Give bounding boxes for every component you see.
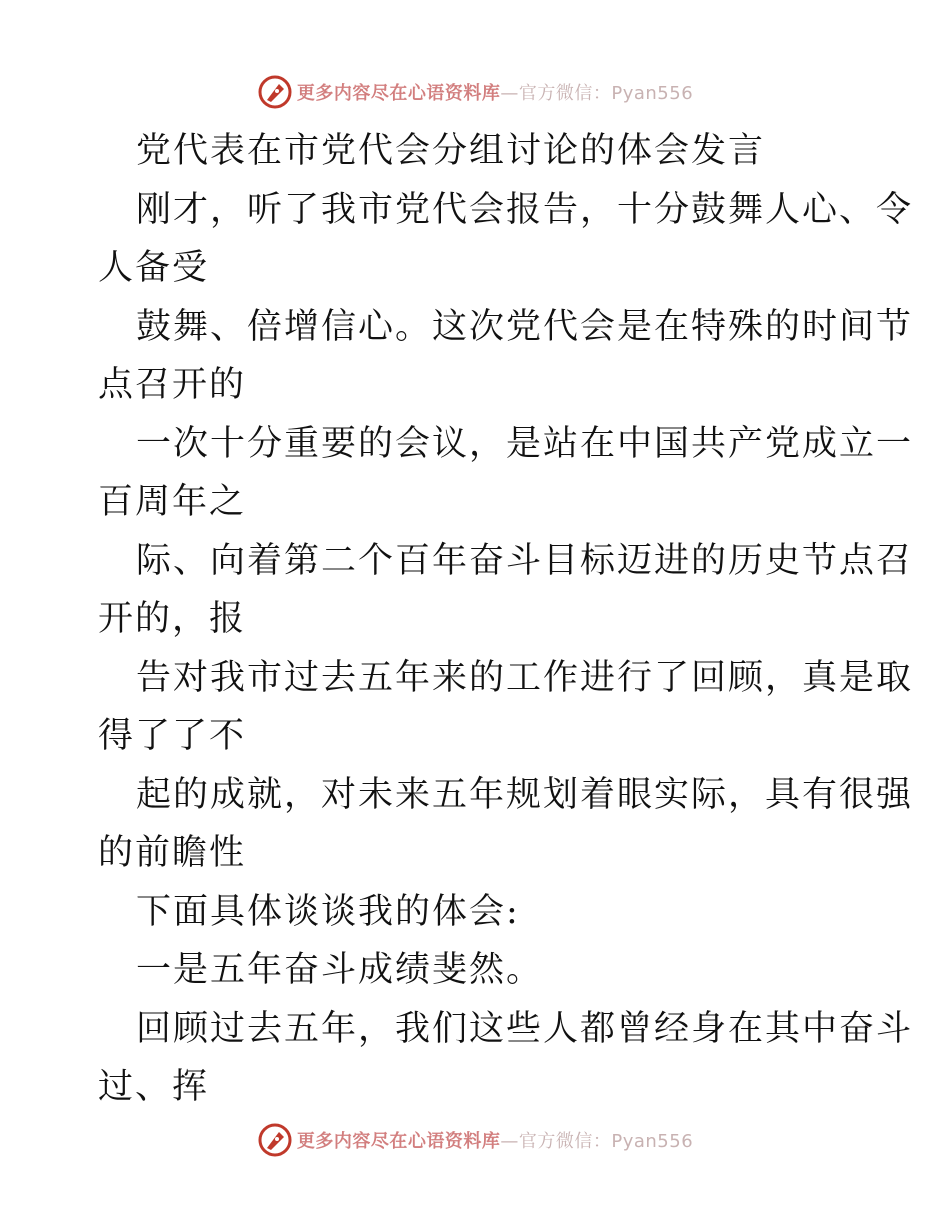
paragraph-line: 开的，报 <box>98 599 247 639</box>
paragraph-line: 际、向着第二个百年奋斗目标迈进的历史节点召 <box>136 540 914 581</box>
paragraph-line: 得了了不 <box>98 716 247 756</box>
paragraph-line: 的前瞻性 <box>98 833 247 873</box>
document-body <box>98 122 914 1117</box>
header-text-main: 更多内容尽在心语资料库 <box>296 83 501 104</box>
paragraph-line: 下面具体谈谈我的体会: <box>136 891 520 932</box>
pen-nib-logo-icon <box>257 74 293 110</box>
header-text-wechat: —官方微信：Pyan556 <box>500 83 694 104</box>
header-banner <box>0 70 950 114</box>
document-title: 党代表在市党代会分组讨论的体会发言 <box>136 131 766 171</box>
paragraph-line: 点召开的 <box>98 365 247 405</box>
paragraph-line: 百周年之 <box>98 482 247 522</box>
paragraph-line: 鼓舞、倍增信心。这次党代会是在特殊的时间节 <box>136 306 914 347</box>
paragraph-line: 人备受 <box>98 248 210 288</box>
paragraph-line: 回顾过去五年，我们这些人都曾经身在其中奋斗 <box>136 1008 914 1049</box>
footer-text-main: 更多内容尽在心语资料库 <box>296 1131 501 1152</box>
pen-nib-logo-icon <box>257 1122 293 1158</box>
footer-text-wechat: —官方微信：Pyan556 <box>500 1131 694 1152</box>
footer-text <box>297 1127 693 1153</box>
paragraph-line: 刚才，听了我市党代会报告，十分鼓舞人心、令 <box>136 189 914 230</box>
section-heading: 一是五年奋斗成绩斐然。 <box>136 950 544 990</box>
paragraph-line: 告对我市过去五年来的工作进行了回顾，真是取 <box>136 657 914 698</box>
paragraph-line: 一次十分重要的会议，是站在中国共产党成立一 <box>136 423 914 464</box>
paragraph-line: 过、挥 <box>98 1067 210 1107</box>
header-text <box>297 79 693 105</box>
footer-banner <box>0 1118 950 1162</box>
paragraph-line: 起的成就，对未来五年规划着眼实际，具有很强 <box>136 774 914 815</box>
